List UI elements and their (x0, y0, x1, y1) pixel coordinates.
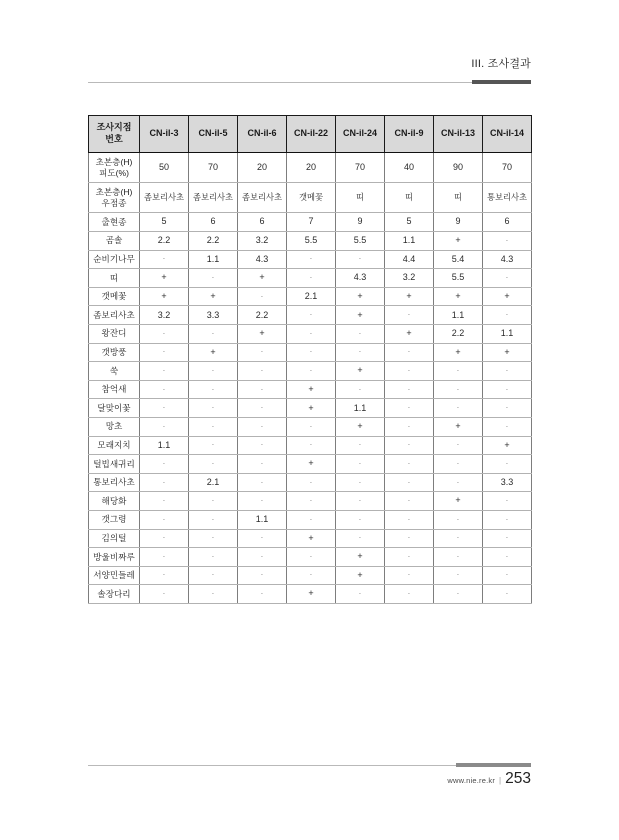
value-cell: 2.2 (140, 232, 189, 251)
value-cell: 띠 (434, 183, 483, 213)
value-cell: · (189, 399, 238, 418)
value-cell: · (287, 417, 336, 436)
table-row (89, 343, 532, 362)
value-cell: · (287, 250, 336, 269)
table-row (89, 529, 532, 548)
value-cell: · (483, 306, 532, 325)
value-cell: 9 (434, 213, 483, 232)
value-cell: · (238, 287, 287, 306)
value-cell: + (238, 324, 287, 343)
value-cell: + (287, 380, 336, 399)
value-cell: + (287, 529, 336, 548)
value-cell: + (336, 287, 385, 306)
row-label: 참억새 (89, 380, 140, 399)
value-cell: · (483, 566, 532, 585)
value-cell: 좀보리사초 (140, 183, 189, 213)
value-cell: · (189, 585, 238, 604)
row-label: 갯방풍 (89, 343, 140, 362)
table-row (89, 232, 532, 251)
value-cell: · (140, 473, 189, 492)
table-row (89, 566, 532, 585)
table-row (89, 473, 532, 492)
row-label: 띠 (89, 269, 140, 288)
value-cell: 1.1 (385, 232, 434, 251)
value-cell: · (189, 380, 238, 399)
table-row (89, 362, 532, 381)
value-cell: · (287, 492, 336, 511)
table-row (89, 287, 532, 306)
value-cell: · (238, 399, 287, 418)
value-cell: · (140, 548, 189, 567)
table-row (89, 183, 532, 213)
table-row (89, 380, 532, 399)
value-cell: + (434, 343, 483, 362)
value-cell: · (385, 585, 434, 604)
value-cell: 좀보리사초 (189, 183, 238, 213)
value-cell: · (385, 473, 434, 492)
value-cell: · (385, 548, 434, 567)
value-cell: 50 (140, 153, 189, 183)
value-cell: · (189, 417, 238, 436)
value-cell: 3.2 (238, 232, 287, 251)
table-body (89, 116, 532, 604)
row-label: 방울비짜루 (89, 548, 140, 567)
value-cell: · (140, 380, 189, 399)
value-cell: + (336, 417, 385, 436)
value-cell: · (434, 436, 483, 455)
value-cell: · (385, 455, 434, 474)
value-cell: + (483, 287, 532, 306)
value-cell: 20 (287, 153, 336, 183)
value-cell: 띠 (385, 183, 434, 213)
value-cell: · (336, 585, 385, 604)
value-cell: + (238, 269, 287, 288)
value-cell: 9 (336, 213, 385, 232)
value-cell: · (287, 436, 336, 455)
value-cell: · (238, 566, 287, 585)
row-label: 통보리사초 (89, 473, 140, 492)
row-label: 달맞이꽃 (89, 399, 140, 418)
value-cell: · (238, 585, 287, 604)
value-cell: 띠 (336, 183, 385, 213)
value-cell: · (483, 548, 532, 567)
column-header: CN-il-5 (189, 116, 238, 153)
value-cell: · (434, 473, 483, 492)
table-row (89, 417, 532, 436)
value-cell: 1.1 (434, 306, 483, 325)
value-cell: · (483, 585, 532, 604)
value-cell: + (189, 343, 238, 362)
value-cell: + (434, 232, 483, 251)
table-row (89, 492, 532, 511)
value-cell: · (189, 492, 238, 511)
value-cell: · (483, 232, 532, 251)
value-cell: 70 (336, 153, 385, 183)
value-cell: 2.2 (434, 324, 483, 343)
table-row (89, 269, 532, 288)
value-cell: · (336, 436, 385, 455)
table-row (89, 213, 532, 232)
value-cell: 2.2 (238, 306, 287, 325)
value-cell: · (140, 529, 189, 548)
value-cell: · (238, 362, 287, 381)
value-cell: 4.3 (336, 269, 385, 288)
row-label: 곰솔 (89, 232, 140, 251)
value-cell: + (287, 399, 336, 418)
column-header: CN-il-6 (238, 116, 287, 153)
value-cell: 3.2 (385, 269, 434, 288)
row-label: 망초 (89, 417, 140, 436)
value-cell: · (287, 306, 336, 325)
value-cell: + (336, 306, 385, 325)
value-cell: · (189, 510, 238, 529)
value-cell: + (483, 436, 532, 455)
value-cell: · (238, 548, 287, 567)
value-cell: · (238, 529, 287, 548)
row-label: 갯메꽃 (89, 287, 140, 306)
row-label: 좀보리사초 (89, 306, 140, 325)
row-label: 해당화 (89, 492, 140, 511)
value-cell: · (483, 510, 532, 529)
table-row (89, 548, 532, 567)
value-cell: · (385, 436, 434, 455)
value-cell: · (189, 436, 238, 455)
value-cell: 5.5 (336, 232, 385, 251)
value-cell: · (287, 362, 336, 381)
value-cell: · (434, 455, 483, 474)
value-cell: · (434, 510, 483, 529)
value-cell: · (434, 380, 483, 399)
value-cell: · (336, 455, 385, 474)
table-row (89, 455, 532, 474)
value-cell: 3.3 (483, 473, 532, 492)
value-cell: · (189, 324, 238, 343)
value-cell: + (287, 455, 336, 474)
header-rule-accent (472, 80, 531, 84)
value-cell: 통보리사초 (483, 183, 532, 213)
value-cell: · (336, 510, 385, 529)
value-cell: 4.4 (385, 250, 434, 269)
value-cell: · (385, 362, 434, 381)
value-cell: · (238, 436, 287, 455)
value-cell: · (483, 399, 532, 418)
footer-separator: | (499, 776, 502, 785)
value-cell: · (434, 529, 483, 548)
value-cell: · (336, 473, 385, 492)
value-cell: 6 (483, 213, 532, 232)
value-cell: · (336, 492, 385, 511)
value-cell: · (140, 362, 189, 381)
value-cell: + (140, 269, 189, 288)
value-cell: · (287, 566, 336, 585)
value-cell: 20 (238, 153, 287, 183)
value-cell: · (140, 585, 189, 604)
row-label: 쑥 (89, 362, 140, 381)
value-cell: · (287, 343, 336, 362)
value-cell: · (287, 510, 336, 529)
value-cell: + (385, 324, 434, 343)
value-cell: · (140, 324, 189, 343)
footer-rule-accent (456, 763, 531, 767)
value-cell: 90 (434, 153, 483, 183)
page-footer (447, 770, 531, 788)
value-cell: · (434, 548, 483, 567)
row-label: 초본층(H) 피도(%) (89, 153, 140, 183)
value-cell: · (385, 306, 434, 325)
value-cell: · (287, 324, 336, 343)
value-cell: · (189, 362, 238, 381)
value-cell: · (385, 566, 434, 585)
value-cell: · (336, 343, 385, 362)
value-cell: · (385, 529, 434, 548)
value-cell: 5.5 (434, 269, 483, 288)
value-cell: · (483, 362, 532, 381)
value-cell: · (238, 492, 287, 511)
value-cell: · (140, 250, 189, 269)
value-cell: · (238, 473, 287, 492)
value-cell: 6 (189, 213, 238, 232)
value-cell: 1.1 (238, 510, 287, 529)
section-title: III. 조사결과 (471, 58, 531, 70)
value-cell: · (385, 510, 434, 529)
table-row (89, 250, 532, 269)
table-row (89, 153, 532, 183)
value-cell: + (434, 417, 483, 436)
value-cell: 4.3 (238, 250, 287, 269)
value-cell: 6 (238, 213, 287, 232)
value-cell: · (385, 343, 434, 362)
value-cell: + (336, 548, 385, 567)
value-cell: 2.1 (189, 473, 238, 492)
value-cell: · (385, 399, 434, 418)
column-header: CN-il-13 (434, 116, 483, 153)
value-cell: 좀보리사초 (238, 183, 287, 213)
row-label: 출현종 (89, 213, 140, 232)
value-cell: 5.5 (287, 232, 336, 251)
row-label: 초본층(H) 우점종 (89, 183, 140, 213)
value-cell: · (336, 324, 385, 343)
value-cell: + (336, 362, 385, 381)
value-cell: 2.1 (287, 287, 336, 306)
value-cell: · (287, 269, 336, 288)
table-row (89, 306, 532, 325)
value-cell: 3.2 (140, 306, 189, 325)
site-url: www.nie.re.kr (447, 776, 496, 785)
value-cell: + (434, 492, 483, 511)
value-cell: · (483, 269, 532, 288)
value-cell: · (140, 417, 189, 436)
value-cell: · (434, 585, 483, 604)
corner-header: 조사지점 번호 (89, 116, 140, 153)
header-rule (88, 82, 531, 83)
value-cell: · (238, 380, 287, 399)
value-cell: · (140, 343, 189, 362)
value-cell: 1.1 (140, 436, 189, 455)
value-cell: · (287, 548, 336, 567)
value-cell: 갯메꽃 (287, 183, 336, 213)
value-cell: 4.3 (483, 250, 532, 269)
value-cell: · (140, 510, 189, 529)
value-cell: 5 (385, 213, 434, 232)
value-cell: + (287, 585, 336, 604)
value-cell: · (385, 380, 434, 399)
table-row (89, 399, 532, 418)
value-cell: · (287, 473, 336, 492)
value-cell: 70 (483, 153, 532, 183)
value-cell: · (336, 380, 385, 399)
value-cell: + (434, 287, 483, 306)
value-cell: + (336, 566, 385, 585)
column-header: CN-il-9 (385, 116, 434, 153)
value-cell: + (189, 287, 238, 306)
value-cell: · (140, 455, 189, 474)
column-header: CN-il-24 (336, 116, 385, 153)
value-cell: 5 (140, 213, 189, 232)
value-cell: · (434, 399, 483, 418)
value-cell: · (189, 529, 238, 548)
row-label: 순비기나무 (89, 250, 140, 269)
value-cell: 1.1 (336, 399, 385, 418)
survey-table (88, 115, 532, 604)
value-cell: 3.3 (189, 306, 238, 325)
value-cell: · (140, 492, 189, 511)
value-cell: · (140, 399, 189, 418)
value-cell: · (238, 417, 287, 436)
value-cell: · (140, 566, 189, 585)
column-header: CN-il-22 (287, 116, 336, 153)
value-cell: · (385, 417, 434, 436)
value-cell: 40 (385, 153, 434, 183)
value-cell: · (483, 455, 532, 474)
row-label: 솔장다리 (89, 585, 140, 604)
value-cell: · (336, 250, 385, 269)
row-label: 왕잔디 (89, 324, 140, 343)
row-label: 털빕새귀리 (89, 455, 140, 474)
value-cell: · (336, 529, 385, 548)
value-cell: 2.2 (189, 232, 238, 251)
value-cell: + (483, 343, 532, 362)
value-cell: · (189, 548, 238, 567)
column-header: CN-il-3 (140, 116, 189, 153)
table-header-row (89, 116, 532, 153)
value-cell: + (140, 287, 189, 306)
value-cell: · (189, 455, 238, 474)
value-cell: 5.4 (434, 250, 483, 269)
value-cell: 70 (189, 153, 238, 183)
value-cell: 1.1 (189, 250, 238, 269)
page-number: 253 (505, 770, 531, 787)
value-cell: · (189, 269, 238, 288)
value-cell: 7 (287, 213, 336, 232)
row-label: 모래지치 (89, 436, 140, 455)
value-cell: · (483, 529, 532, 548)
row-label: 갯그령 (89, 510, 140, 529)
value-cell: · (238, 455, 287, 474)
table-row (89, 324, 532, 343)
value-cell: · (483, 417, 532, 436)
row-label: 김의털 (89, 529, 140, 548)
value-cell: 1.1 (483, 324, 532, 343)
value-cell: + (385, 287, 434, 306)
column-header: CN-il-14 (483, 116, 532, 153)
value-cell: · (189, 566, 238, 585)
value-cell: · (483, 380, 532, 399)
value-cell: · (434, 566, 483, 585)
row-label: 서양민들레 (89, 566, 140, 585)
value-cell: · (238, 343, 287, 362)
value-cell: · (385, 492, 434, 511)
table-row (89, 510, 532, 529)
table-row (89, 436, 532, 455)
table-row (89, 585, 532, 604)
value-cell: · (483, 492, 532, 511)
value-cell: · (434, 362, 483, 381)
